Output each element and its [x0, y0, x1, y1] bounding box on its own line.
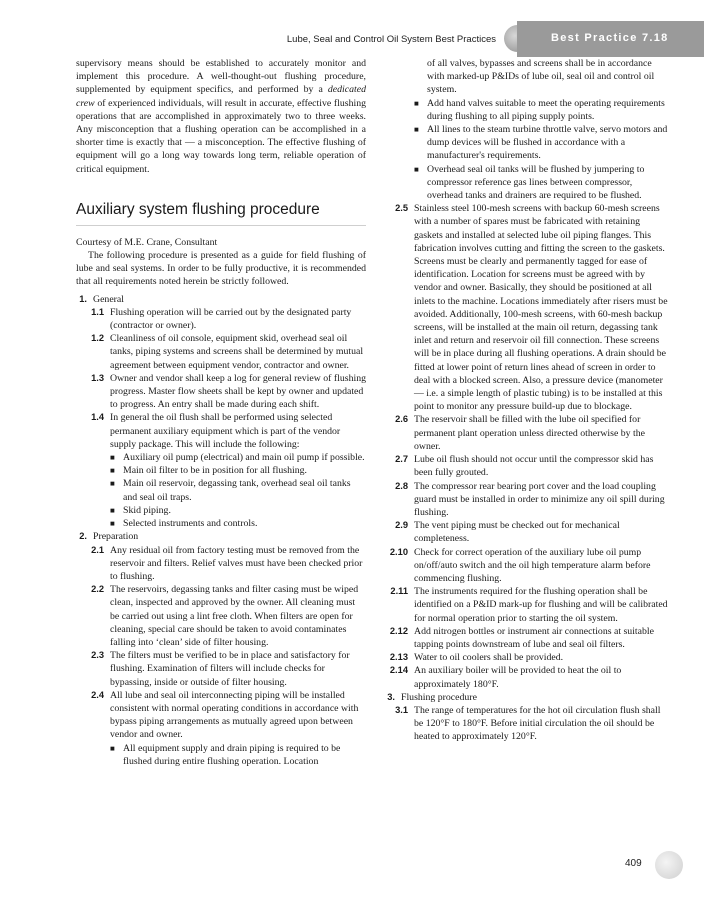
list-item-2-10: 2.10 Check for correct operation of the auxiliary lube oil pump on/off/auto switch and the oil high temperature alarm before commencing flushing.	[389, 546, 651, 584]
list-item-2: 2. Preparation	[79, 531, 139, 543]
list-item-1-2: 1.2 Cleanliness of oil console, equipment skid, overhead seal oil tanks, piping systems and screens shall be determined by mutual agreement between equipment vendor, contractor and owner.	[91, 333, 364, 371]
bullet-item: ■ All equipment supply and drain piping is required to be flushed during entire flushing operation. Location	[110, 742, 341, 767]
square-bullet-icon: ■	[414, 98, 419, 108]
list-item-1: 1. General	[79, 293, 125, 305]
list-item-2-6: 2.6 The reservoir shall be filled with the lube oil specified for permanent plant operation unless directed otherwise by the owner.	[395, 414, 645, 452]
right-column	[384, 57, 670, 744]
list-item-2-12: 2.12 Add nitrogen bottles or instrument air connections at suitable tapping points downstream of lube and seal oil filters.	[389, 625, 654, 650]
square-bullet-icon: ■	[110, 453, 115, 463]
list-item-1-3: 1.3 Owner and vendor shall keep a log for general review of flushing progress. Master flow sheets shall be kept by owner and updated to progress. An entry shall be made during each shift.	[91, 372, 366, 411]
bullet-item: ■ Selected instruments and controls.	[110, 518, 258, 530]
list-item-1-1: 1.1 Flushing operation will be carried out by the designated party (contractor or owner).	[91, 306, 352, 332]
list-item-2-11: 2.11 The instruments required for the flushing operation shall be identified on a P&ID mark-up for flushing and will be calibrated for normal operation prior to starting the oil system.	[390, 586, 668, 624]
intro-paragraph: supervisory means should be established to accurately monitor and implement this procedure. A well-thought-out flushing procedure, supplemented by equipment specifics, and performed by a dedicated crew of experienced individuals, will result in accurate, effective flushing operations that are accomplished in approximately two to three weeks. Any misconception that a flushing operation can be accomplished in a shorter time is exactly that — a misconception. The effective flushing of equipment will go a long way towards long term, reliable operation of critical equipment.	[76, 58, 366, 175]
bullet-continuation: of all valves, bypasses and screens shall be in accordance with marked-up P&IDs of lube oil, seal oil and control oil system.	[427, 58, 655, 96]
square-bullet-icon: ■	[110, 466, 115, 476]
square-bullet-icon: ■	[414, 125, 419, 135]
bullet-item: ■ All lines to the steam turbine throttle valve, servo motors and dump devices will be flushed in accordance with a manufacturer's requirements.	[414, 124, 668, 162]
square-bullet-icon: ■	[110, 505, 115, 515]
list-item-2-9: 2.9 The vent piping must be checked out for mechanical completeness.	[395, 520, 620, 545]
page-decoration-circle	[655, 851, 683, 879]
square-bullet-icon: ■	[110, 519, 115, 529]
bullet-item: ■ Skid piping.	[110, 504, 171, 516]
section-tab	[517, 21, 704, 57]
courtesy-line: Courtesy of M.E. Crane, Consultant	[76, 236, 218, 248]
bullet-item: ■ Overhead seal oil tanks will be flushed by jumpering to compressor reference gas lines between compressor, overhead tanks and drainers are required to be flushed.	[414, 163, 645, 202]
bullet-item: ■ Main oil reservoir, degassing tank, overhead seal oil tanks and seal oil traps.	[110, 478, 351, 503]
bullet-item: ■ Add hand valves suitable to meet the operating requirements during flushing to all piping supply points.	[414, 97, 665, 122]
bullet-item: ■ Auxiliary oil pump (electrical) and main oil pump if possible.	[110, 452, 365, 464]
left-column	[76, 57, 366, 768]
list-item-2-13: 2.13 Water to oil coolers shall be provided.	[389, 652, 564, 664]
square-bullet-icon: ■	[110, 479, 115, 489]
list-item-1-4: 1.4 In general the oil flush shall be performed using selected permanent auxiliary equipment which is part of the vendor supply package. This will include the following:	[91, 412, 341, 450]
list-item-3-1: 3.1 The range of temperatures for the hot oil circulation flush shall be 120°F to 180°F. Before initial circulation the oil should be heated to approximately 120°F.	[395, 704, 661, 743]
emphasis-text: dedicated crew	[76, 84, 366, 109]
bullet-item: ■ Main oil filter to be in position for all flushing.	[110, 465, 307, 477]
lead-paragraph: The following procedure is presented as a guide for field flushing of lube and seal systems. In order to be fully productive, it is recommended that all requirements noted herein be strictly followed.	[76, 250, 366, 288]
section-heading: Auxiliary system flushing procedure	[76, 200, 366, 226]
square-bullet-icon: ■	[110, 743, 115, 753]
list-item-3: 3. Flushing procedure	[387, 691, 477, 703]
list-item-2-2: 2.2 The reservoirs, degassing tanks and filter casing must be wiped clean, inspected and approved by the owner. All cleaning must be carried out using a lint free cloth. When filters are open for cleaning, special care should be taken to avoid contaminates falling into ‘clean’ side of filter housing.	[91, 584, 359, 648]
section-tab-label: Best Practice 7.18	[551, 32, 669, 44]
list-item-2-1: 2.1 Any residual oil from factory testing must be removed from the reservoir and filters. Relief valves must have been checked prior to flushing.	[91, 544, 363, 582]
list-item-2-14: 2.14 An auxiliary boiler will be provided to heat the oil to approximately 180°F.	[389, 665, 622, 690]
list-item-2-3: 2.3 The filters must be verified to be in place and satisfactory for flushing. Examination of filters will include checks for bypassing, inside or outside of filter housing.	[91, 650, 350, 688]
square-bullet-icon: ■	[414, 164, 419, 174]
list-item-2-8: 2.8 The compressor rear bearing port cover and the load coupling guard must be installed in order to minimize any oil spill during flushing.	[395, 480, 665, 518]
list-item-2-5: 2.5 Stainless steel 100-mesh screens with backup 60-mesh screens with a number of spares must be fabricated with retaining gaskets and installed at selected lube oil piping flanges. This fabrication involves cutting and fitting the screen to the gaskets. Screens must be clearly and permanently tagged for ease of identification. Location for screens must be agreed with by vendor and owner. Basically, they should be positioned at all inlets to the machine. Locations immediately after risers must be avoided. Additionally, 100-mesh screens, with 60-mesh backup screens, will be installed at the main oil return, degassing tank inlet and return and reservoir oil fill connection. These screens will be in place during all flushing operations. A drain should be fitted at lower point of return lines ahead of screen in order to deal with a blocked screen. Also, a pressure device (manometer — i.e. a simple length of plastic tubing) is to be installed at this point to monitor any pressure build-up due to blockage.	[395, 203, 668, 413]
list-item-2-4: 2.4 All lube and seal oil interconnecting piping will be installed consistent with normal operating conditions in accordance with bypass piping arrangements as mutually agreed upon between vendor and owner.	[91, 689, 359, 741]
list-item-2-7: 2.7 Lube oil flush should not occur until the compressor skid has been fully grouted.	[395, 454, 654, 479]
page-number: 409	[625, 858, 642, 869]
running-title: Lube, Seal and Control Oil System Best Practices	[286, 34, 496, 45]
